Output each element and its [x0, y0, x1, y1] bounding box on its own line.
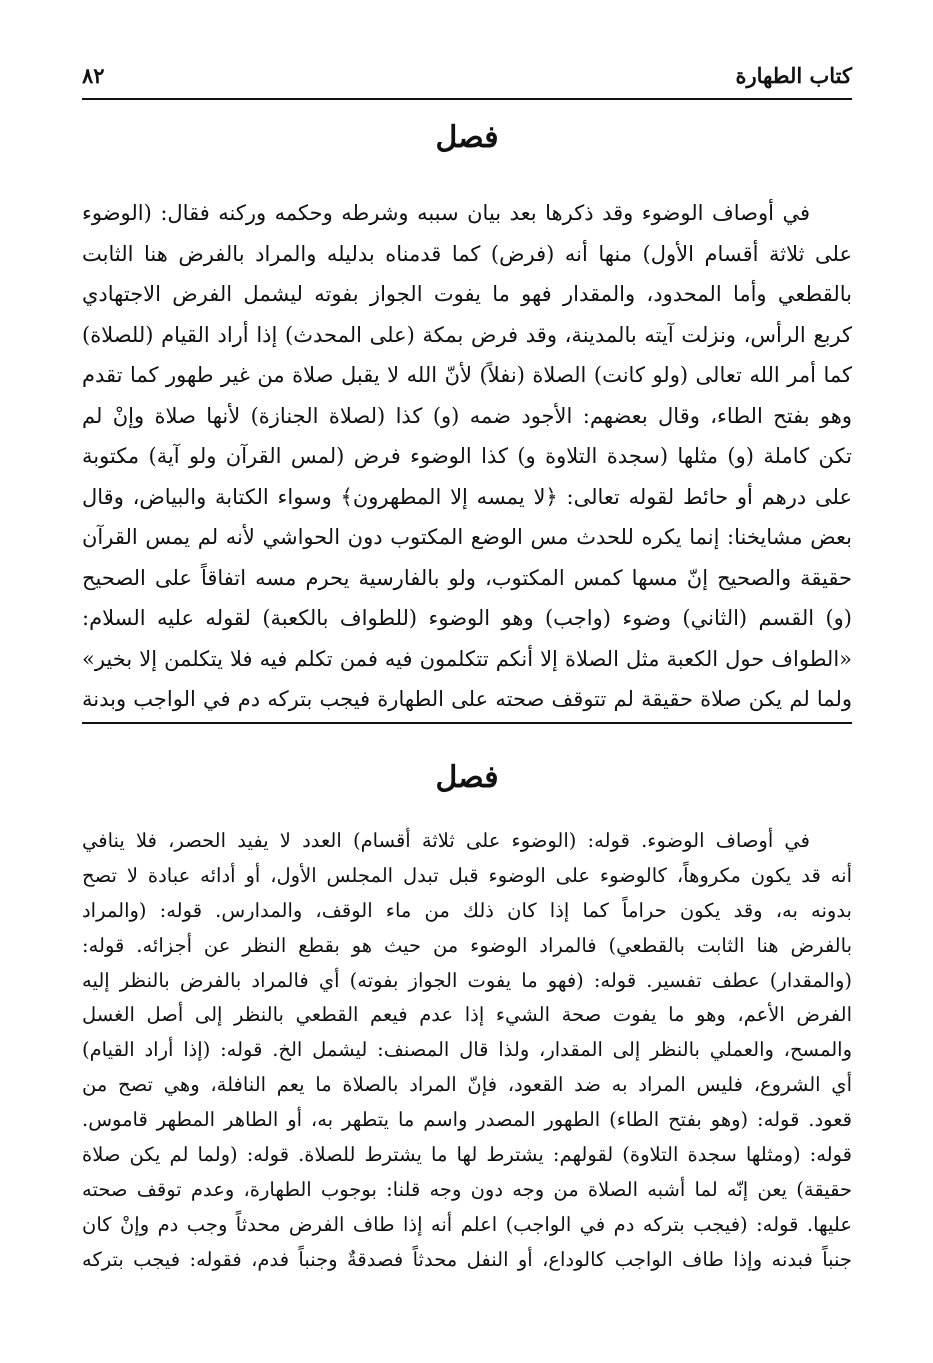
text-line: والمسح، والعملي بالنظر إلى المقدار، ولذا قال المصنف: ليشمل الخ. قوله: (إذا أراد القيام)	[82, 1038, 852, 1062]
text-line: في أوصاف الوضوء. قوله: (الوضوء على ثلاثة أقسام) العدد لا يفيد الحصر، فلا ينافي	[82, 829, 810, 852]
text-line: ولما لم يكن صلاة حقيقة لم تتوقف صحته على الطهارة فيجب بتركه دم في الواجب وبدنة	[82, 687, 852, 711]
section-heading-commentary: فصل	[435, 760, 499, 795]
text-line: كربع الرأس، ونزلت آيته بالمدينة، وقد فرض بمكة (على المحدث) إذا أراد القيام (للصلاة)	[82, 322, 852, 347]
commentary-text	[82, 824, 852, 1278]
text-line: حقيقة والصحيح إنّ مسها كمس المكتوب، ولو بالفارسية يحرم مسه اتفاقاً على الصحيح	[82, 565, 852, 590]
text-line: (و) القسم (الثاني) وضوء (واجب) وهو الوضوء (للطواف بالكعبة) لقوله عليه السلام:	[82, 606, 852, 630]
running-header	[82, 48, 852, 88]
main-text	[82, 193, 852, 720]
text-line: عليها. قوله: (فيجب بتركه دم في الواجب) اعلم أنه إذا طاف الفرض محدثاً وجب دم وإنْ كان	[82, 1212, 852, 1236]
text-line: بدونه به، وقد يكون حراماً كما إذا كان ذلك من ماء الوقف، والمدارس. قوله: (والمراد	[82, 898, 852, 922]
text-line: على ثلاثة أقسام الأول) منها أنه (فرض) كما قدمناه بدليله والمراد بالفرض هنا الثابت	[82, 241, 852, 266]
text-line: كما أمر الله تعالى (ولو كانت) الصلاة (نفلاً) لأنّ الله لا يقبل صلاة من غير طهور كما تقدم	[82, 363, 852, 387]
text-line: تكن كاملة (و) مثلها (سجدة التلاوة و) كذا الوضوء فرض (لمس القرآن ولو آية) مكتوبة	[82, 444, 852, 468]
text-line: وهو بفتح الطاء، وقال بعضهم: الأجود ضمه (و) كذا (لصلاة الجنازة) لأنها صلاة وإنْ لم	[82, 403, 852, 428]
text-line: قعود. قوله: (وهو بفتح الطاء) الطهور المصدر واسم ما يتطهر به، أو الطاهر المطهر قاموس.	[82, 1108, 852, 1132]
text-line: أنه قد يكون مكروهاً، كالوضوء على الوضوء قبل تبدل المجلس الأول، أو أدائه عبادة لا تصح	[82, 863, 852, 887]
header-rule	[82, 98, 852, 100]
text-line: على درهم أو حائط لقوله تعالى: ﴿لا يمسه إلا المطهرون﴾ وسواء الكتابة والبياض، وقال	[82, 484, 852, 509]
text-line: في أوصاف الوضوء وقد ذكرها بعد بيان سببه وشرطه وحكمه وركنه فقال: (الوضوء	[82, 201, 810, 225]
section-heading-main: فصل	[435, 120, 499, 155]
text-line: بعض مشايخنا: إنما يكره للحدث مس الوضع المكتوب دون الحواشي لأنه لم يمس القرآن	[82, 525, 852, 549]
text-line: جنباً فبدنه وإذا طاف الواجب كالوداع، أو النفل محدثاً فصدقةٌ وجنباً فدم، فقوله: فيجب بتركه	[82, 1247, 852, 1271]
text-line: (والمقدار) عطف تفسير. قوله: (فهو ما يفوت الجواز بفوته) أي فالمراد بالفرض بالنظر إليه	[82, 968, 852, 992]
page-number: ٨٢	[82, 63, 105, 88]
text-line: قوله: (ومثلها سجدة التلاوة) لقولهم: يشترط لها ما يشترط للصلاة. قوله: (ولما لم يكن صلاة	[82, 1143, 852, 1167]
text-line: بالقطعي وأما المحدود، والمقدار فهو ما يفوت الجواز بفوته ليشمل الفرض الاجتهادي	[82, 282, 852, 306]
text-line: «الطواف حول الكعبة مثل الصلاة إلا أنكم تتكلمون فيه فمن تكلم فيه فلا يتكلمن إلا بخير»	[82, 646, 852, 671]
text-line: أي الشروع، فليس المراد به ضد القعود، فإنّ المراد بالصلاة ما يعم النافلة، وهي تصح من	[82, 1073, 852, 1097]
text-line: الفرض الأعم، وهو ما يفوت صحة الشيء إذا عدم فيعم القطعي بالنظر إلى أصل الغسل	[82, 1003, 852, 1027]
text-line: حقيقة) يعن إنّه لما أشبه الصلاة من وجه دون وجه قلنا: بوجوب الطهارة، وعدم توقف صحته	[82, 1177, 852, 1201]
book-title: كتاب الطهارة	[735, 63, 852, 88]
text-line: بالفرض هنا الثابت بالقطعي) فالمراد الوضوء من حيث هو بقطع النظر عن أجزائه. قوله:	[82, 933, 852, 957]
separator-rule	[82, 722, 852, 724]
